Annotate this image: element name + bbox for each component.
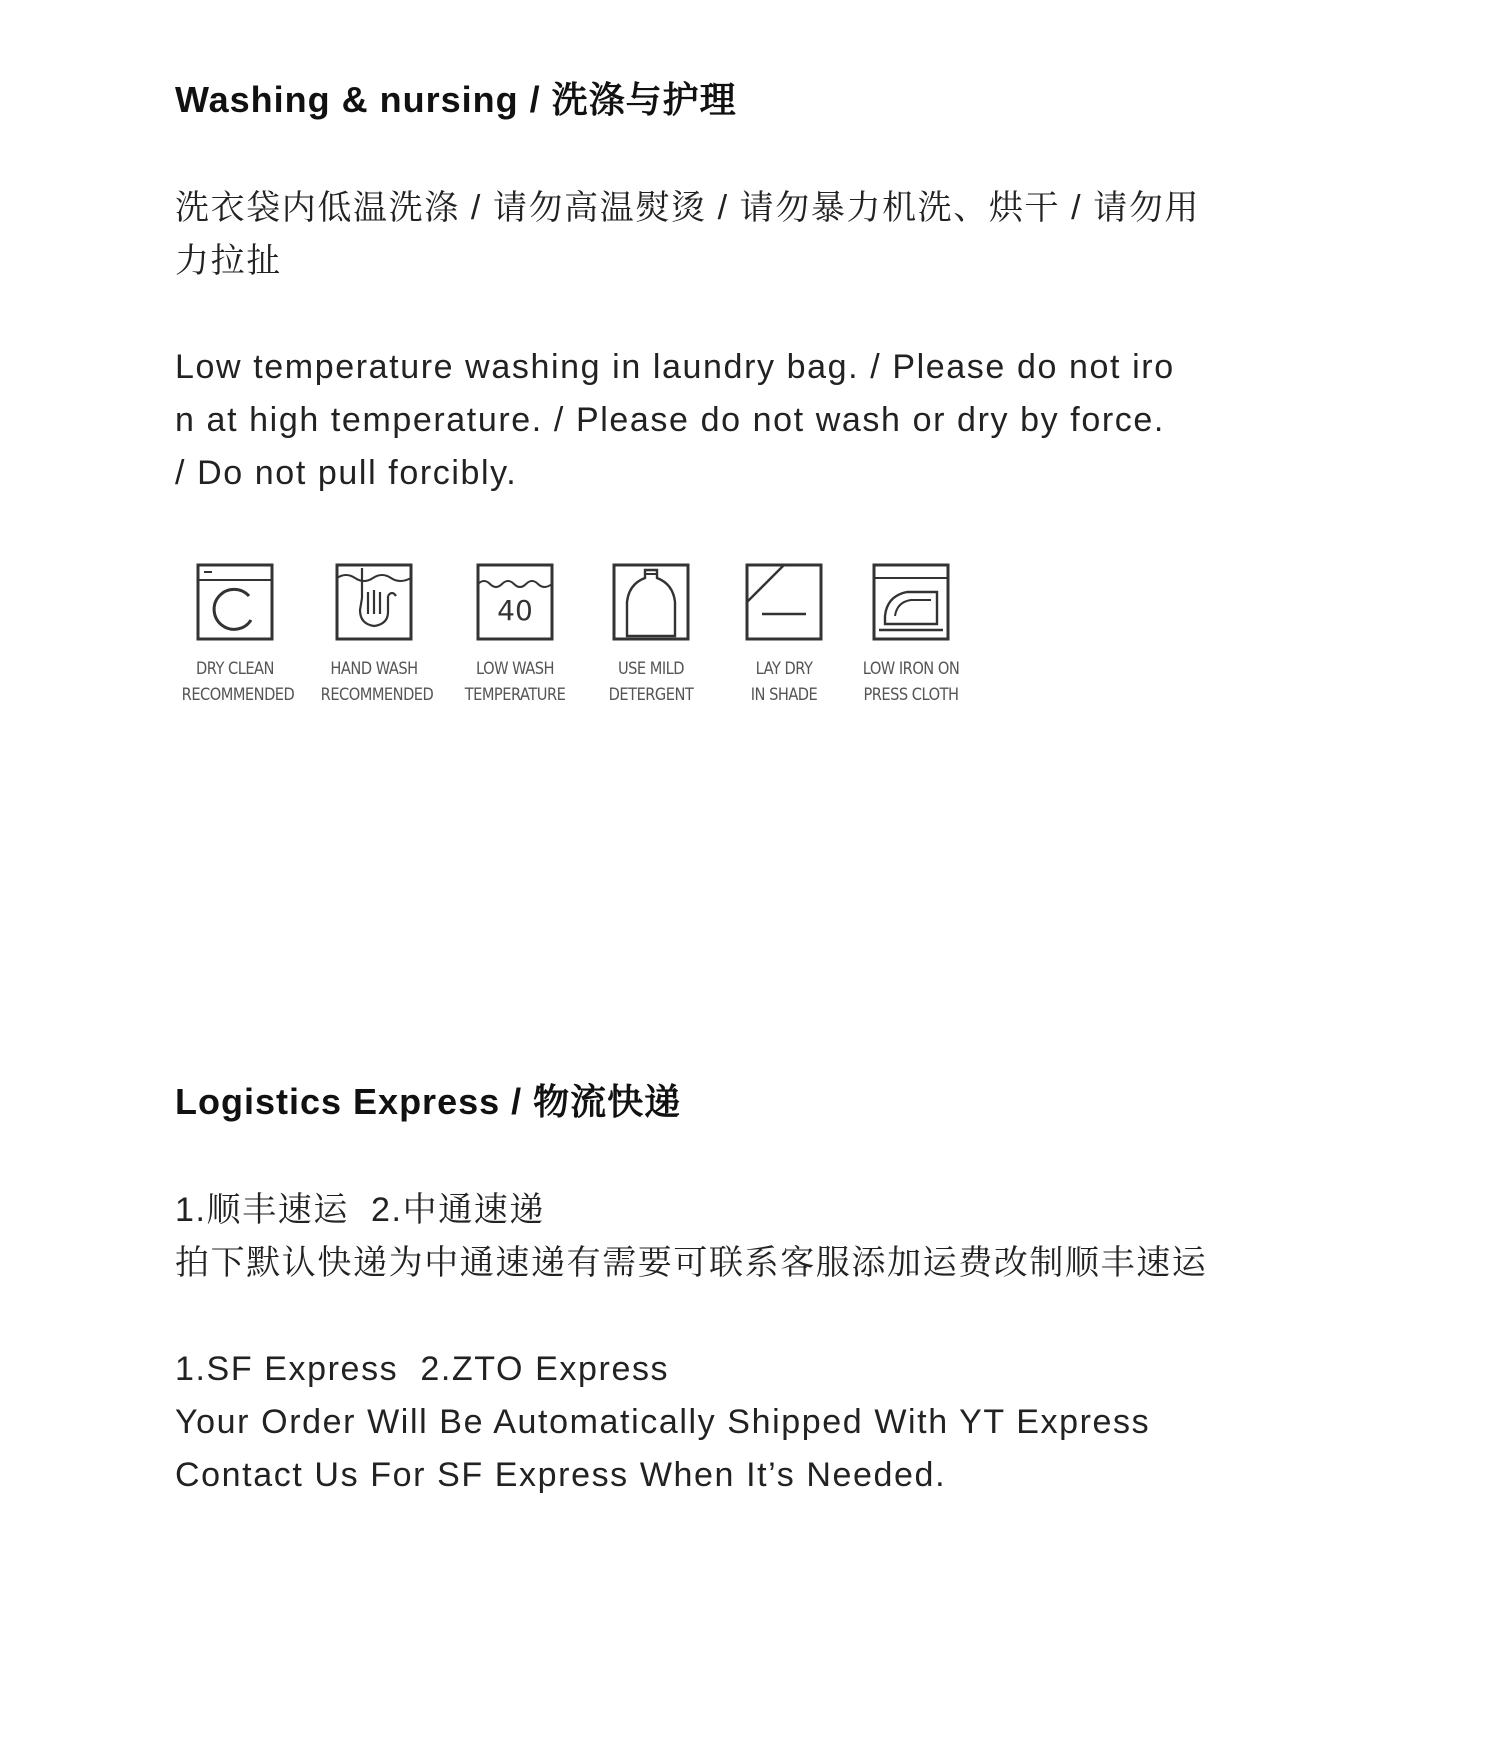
washing-zh-line-2: 力拉扯	[175, 242, 282, 280]
care-icons-row	[175, 562, 975, 712]
washing-en-line-2: n at high temperature. / Please do not wash or dry by force.	[175, 401, 1165, 439]
logistics-section-title: Logistics Express / 物流快递	[175, 1081, 682, 1122]
washing-zh-line-1: 洗衣袋内低温洗涤 / 请勿高温熨烫 / 请勿暴力机洗、烘干 / 请勿用	[175, 189, 1201, 227]
logistics-zh-line-2: 拍下默认快递为中通速递有需要可联系客服添加运费改制顺丰速运	[175, 1244, 1208, 1282]
washing-instructions-en	[175, 341, 1345, 500]
care-label: LOW WASH TEMPERATURE	[464, 659, 566, 705]
washing-en-line-1: Low temperature washing in laundry bag. / Please do not iro	[175, 348, 1175, 386]
care-item-hand-wash	[312, 562, 436, 708]
care-label: USE MILD DETERGENT	[608, 659, 694, 705]
care-label: DRY CLEAN RECOMMENDED	[181, 659, 295, 705]
low-wash-temperature-icon	[475, 562, 555, 642]
logistics-en-line-3: Contact Us For SF Express When It’s Needed.	[175, 1456, 947, 1494]
logistics-en	[175, 1343, 1345, 1502]
care-label: HAND WASH RECOMMENDED	[320, 659, 434, 705]
care-item-mild-detergent	[589, 562, 713, 708]
logistics-en-line-2: Your Order Will Be Automatically Shipped With YT Express	[175, 1403, 1151, 1441]
care-item-lay-dry-in-shade	[722, 562, 846, 708]
mild-detergent-icon	[611, 562, 691, 642]
care-label: LOW IRON ON PRESS CLOTH	[862, 659, 960, 705]
care-item-low-wash-temperature	[453, 562, 577, 708]
logistics-en-line-1: 1.SF Express 2.ZTO Express	[175, 1350, 670, 1388]
washing-instructions-zh	[175, 182, 1345, 288]
washing-en-line-3: / Do not pull forcibly.	[175, 454, 518, 492]
care-item-dry-clean	[173, 562, 297, 708]
lay-dry-in-shade-icon	[744, 562, 824, 642]
logistics-zh	[175, 1184, 1345, 1290]
low-iron-icon	[871, 562, 951, 642]
care-label: LAY DRY IN SHADE	[750, 659, 818, 705]
logistics-zh-line-1: 1.顺丰速运 2.中通速递	[175, 1191, 546, 1229]
hand-wash-icon	[334, 562, 414, 642]
care-item-low-iron	[849, 562, 973, 708]
svg-text:40: 40	[497, 594, 533, 627]
dry-clean-icon	[195, 562, 275, 642]
washing-section-title: Washing & nursing / 洗涤与护理	[175, 79, 737, 120]
